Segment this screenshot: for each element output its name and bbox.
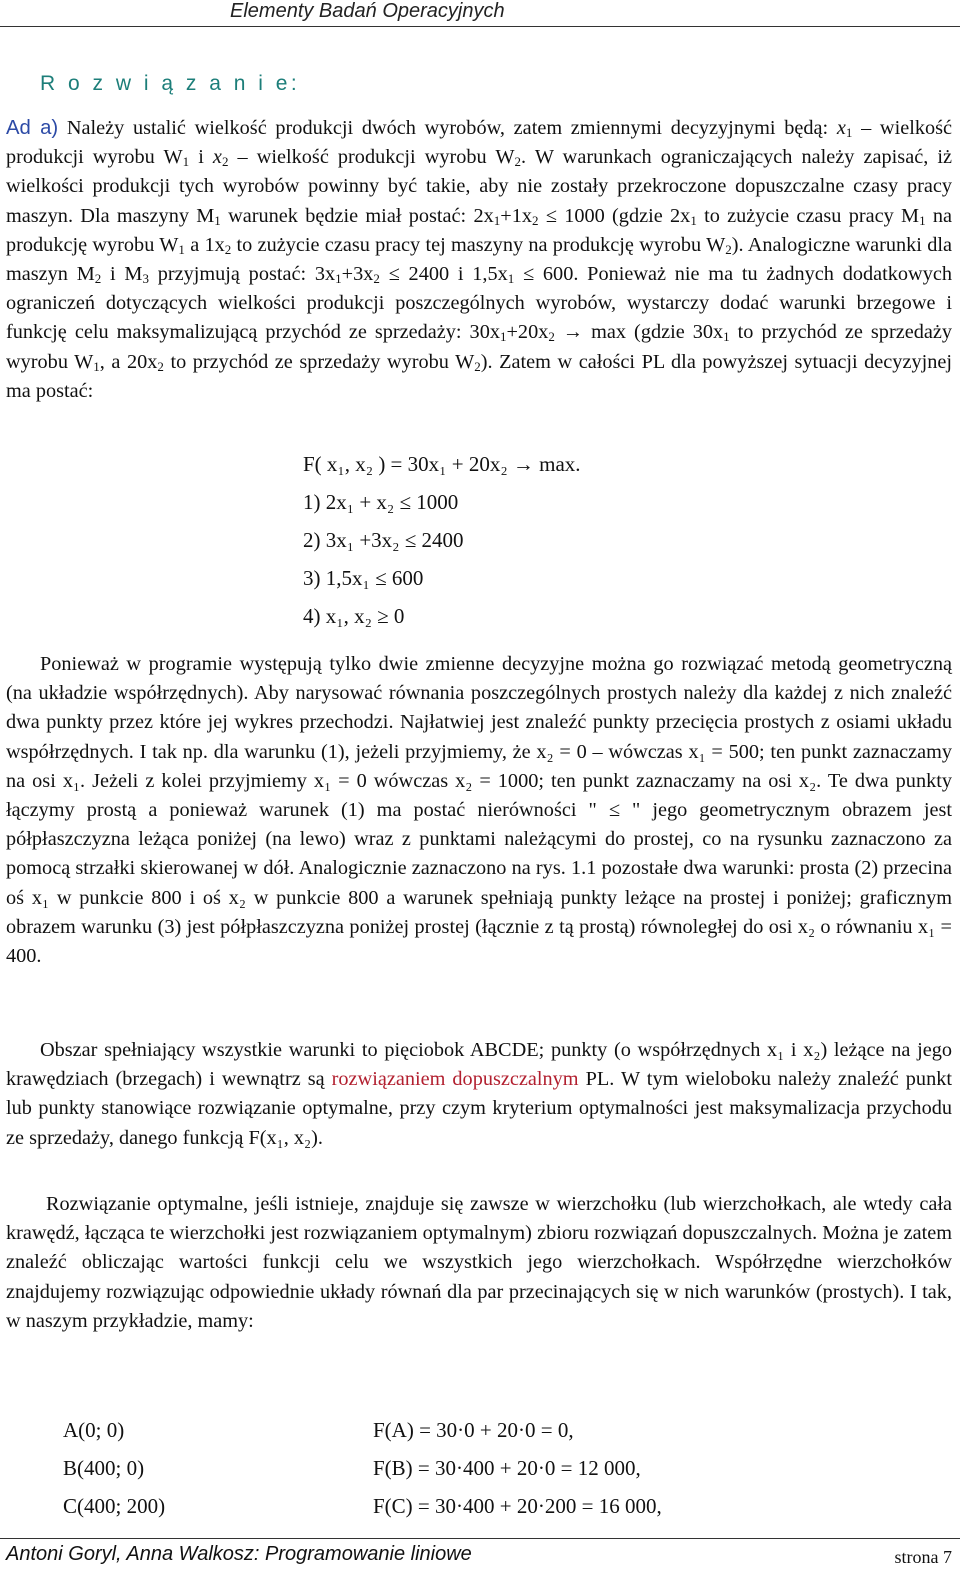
page-header bbox=[0, 0, 960, 27]
paragraph-optimal-solution: Rozwiązanie optymalne, jeśli istnieje, znajduje się zawsze w wierzchołku (lub wierzchołkach, ale wtedy cała krawędź, łącząca te wierzchołki jest rozwiązaniem optymalnym) zbioru rozwiązań dopuszczalnych. Można je zatem znaleźć obliczając wartości funkcji celu we wszystkich jego wierzchołkach. Współrzędne wierzchołków znajdujemy rozwiązując odpowiednie układy równań dla par przecinających się w nich warunków (prostych). I tak, w naszym przykładzie, mamy: bbox=[6, 1193, 952, 1332]
vertex-value-b: F(B) = 30·400 + 20·0 = 12 000, bbox=[373, 1456, 641, 1480]
ad-a-label: Ad a) bbox=[6, 117, 59, 139]
paragraph-geometric-method: Ponieważ w programie występują tylko dwie zmienne decyzyjne można go rozwiązać metodą geometryczną (na układzie współrzędnych). Aby narysować równania poszczególnych prostych należy dla każdej z nich znaleźć dwa punkty przez które jej wykres przechodzi. Najłatwiej jest znaleźć punkty przecięcia prostych z osiami układu współrzędnych. I tak np. dla warunku (1), jeżeli przyjmiemy, że x₂ = 0 – wówczas x₁ = 500; ten punkt zaznaczamy na osi x₁. Jeżeli z kolei przyjmiemy x₁ = 0 wówczas x₂ = 1000; ten punkt zaznaczamy na osi x₂. Te dwa punkty łączymy prostą a ponieważ warunek (1) ma postać nierówności " ≤ " jego geometrycznym obrazem jest półpłaszczyzna leżąca poniżej (na lewo) wraz z punktami należącymi do prostej, co na rysunku zaznaczono za pomocą strzałki skierowanej w dół. Analogicznie zaznaczono na rys. 1.1 pozostałe dwa warunki: prosta (2) przecina oś x₁ w punkcie 800 i oś x₂ w punkcie 800 a warunek spełniają punkty leżące na prostej i poniżej; graficznym obrazem warunku (3) jest półpłaszczyzna poniżej prostej (łącznie z tą prostą) równoległej do osi x₂ o równaniu x₁ = 400. bbox=[6, 653, 952, 968]
vertex-value-c: F(C) = 30·400 + 20·200 = 16 000, bbox=[373, 1494, 662, 1518]
vertex-point-c: C(400; 200) bbox=[63, 1494, 166, 1518]
constraint-1: 1) 2x₁ + x₂ ≤ 1000 bbox=[303, 490, 459, 514]
footer-authors: Antoni Goryl, Anna Walkosz: Programowanie liniowe bbox=[6, 1543, 472, 1565]
objective-function: F( x₁, x₂ ) = 30x₁ + 20x₂ → max. bbox=[303, 452, 581, 476]
constraint-2: 2) 3x₁ +3x₂ ≤ 2400 bbox=[303, 528, 464, 552]
constraint-3: 3) 1,5x₁ ≤ 600 bbox=[303, 566, 424, 590]
paragraph-intro: Ad a) Należy ustalić wielkość produkcji dwóch wyrobów, zatem zmiennymi decyzyjnymi będą: $x_1$ – wielkość produkcji wyrobu $W_1$ i $x_2$ – wielkość produkcji wyrobu $W_2$. W warunkach ograniczających należy zapisać, iż wielkości produkcji tych wyrobów powinny być takie, aby nie zostały przekroczone dopuszczalne czasy pracy maszyn. Dla maszyny $M_1$ warunek będzie miał postać: $2x_1+1x_2 \le 1000$ (gdzie $2x_1$ to zużycie czasu pracy $M_1$ na produkcję wyrobu $W_1$ a $1x_2$ to zużycie czasu pracy tej maszyny na produkcję wyrobu $W_2$). Analogiczne warunki dla maszyn $M_2$ i $M_3$ przyjmują postać: $3x_1+3x_2 \le 2400$ i $1,5x_1 \le 600$. Ponieważ nie ma tu żadnych dodatkowych ograniczeń dotyczących wielkości produkcji poszczególnych wyrobów, wystarczy dodać warunki brzegowe i funkcję celu maksymalizującą przychód ze sprzedaży: $30x_1+20x_2 \to \max$ (gdzie $30x_1$ to przychód ze sprzedaży wyrobu $W_1$, a $20x_2$ to przychód ze sprzedaży wyrobu $W_2$). Zatem w całości PL dla powyższej sytuacji decyzyjnej ma postać: bbox=[6, 117, 953, 402]
vertex-point-b: B(400; 0) bbox=[63, 1456, 145, 1480]
constraint-4: 4) x₁, x₂ ≥ 0 bbox=[303, 604, 405, 628]
vertex-value-a: F(A) = 30·0 + 20·0 = 0, bbox=[373, 1418, 574, 1442]
feasible-solution-term: rozwiązaniem dopuszczalnym bbox=[331, 1068, 579, 1091]
paragraph-feasible-region: Obszar spełniający wszystkie warunki to pięciobok ABCDE; punkty (o współrzędnych x₁ i x₂) leżące na jego krawędziach (brzegach) i wewnątrz są rozwiązaniem dopuszczalnym PL. W tym wieloboku należy znaleźć punkt lub punkty stanowiące rozwiązanie optymalne, przy czym kryterium optymalności jest maksymalizacja przychodu ze sprzedaży, danego funkcją F(x₁, x₂). bbox=[6, 1039, 952, 1149]
section-heading: R o z w i ą z a n i e: bbox=[40, 72, 301, 95]
vertex-point-a: A(0; 0) bbox=[63, 1418, 125, 1442]
footer-page-number: strona 7 bbox=[894, 1547, 952, 1567]
page-footer bbox=[0, 1538, 960, 1578]
header-title: Elementy Badań Operacyjnych bbox=[230, 0, 505, 22]
